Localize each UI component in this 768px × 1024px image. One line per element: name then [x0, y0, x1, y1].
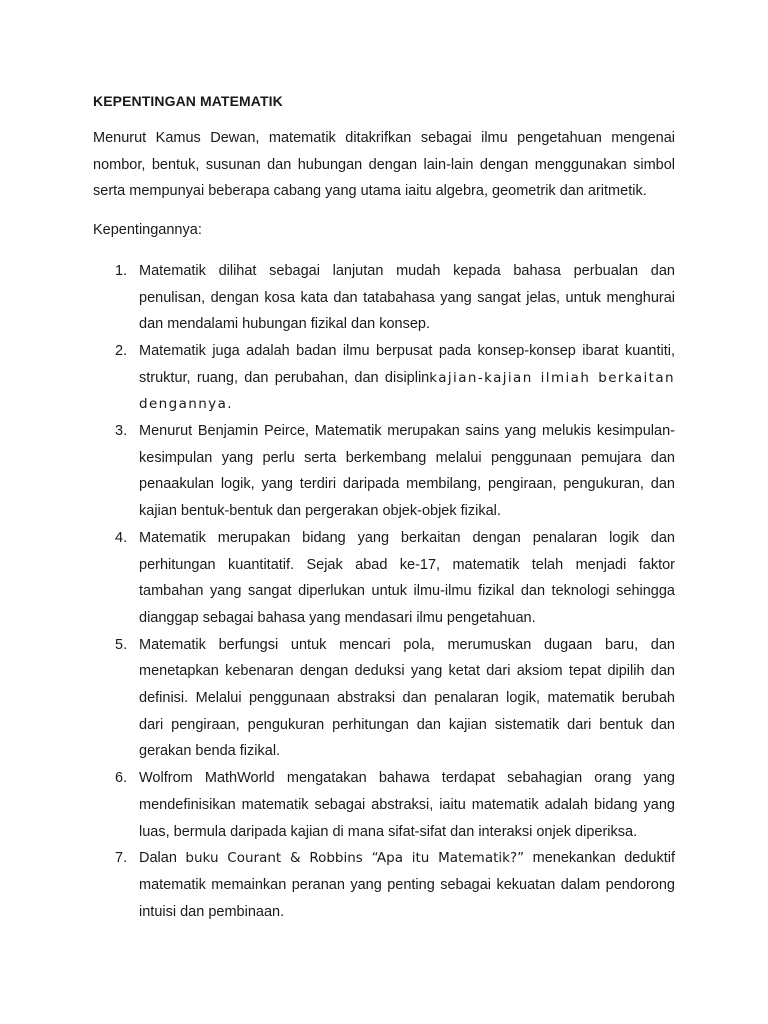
list-number: 1.: [115, 262, 128, 279]
list-item-text-start: Dalan: [139, 850, 177, 867]
list-number: 5.: [115, 636, 128, 653]
list-item-text: Matematik dilihat sebagai lanjutan mudah kepada bahasa perbualan dan penulisan, dengan kosa kata dan tatabahasa yang sangat jelas, untuk menghurai dan mendalami hubungan fizikal dan konsep.: [139, 262, 675, 333]
list-number: 6.: [115, 770, 128, 787]
list-item-text: Menurut Benjamin Peirce, Matematik merupakan sains yang melukis kesimpulan-kesimpulan yang perlu serta berkembang melalui penggunaan pemujara dan penaakulan logik, yang terdiri daripada membilang, pengiraan, pengukuran, dan kajian bentuk-bentuk dan pergerakan objek-objek fizikal.: [139, 423, 675, 520]
list-item-text-spaced: kajian-kajian ilmiah berkaitan dengannya.: [139, 369, 675, 413]
list-item-2: [93, 338, 675, 418]
list-item-7: [93, 845, 675, 925]
intro-paragraph: Menurut Kamus Dewan, matematik ditakrifkan sebagai ilmu pengetahuan mengenai nombor, bentuk, susunan dan hubungan dengan lain-lain dengan menggunakan simbol serta mempunyai beberapa cabang yang utama iaitu algebra, geometrik dan aritmetik.: [93, 130, 675, 200]
list-item-5: [93, 632, 675, 766]
document-title: KEPENTINGAN MATEMATIK: [93, 93, 283, 109]
list-number: 2.: [115, 342, 128, 359]
list-number: 7.: [115, 850, 128, 867]
list-item-6: [93, 765, 675, 845]
list-item-3: [93, 418, 675, 525]
book-reference: buku Courant & Robbins “Apa itu Matematik?”: [185, 850, 525, 867]
list-lead: Kepentingannya:: [93, 222, 202, 239]
list-item-text: Matematik juga adalah badan ilmu berpusat pada konsep-konsep ibarat kuantiti, struktur, ruang, dan perubahan, dan disiplin: [139, 342, 675, 386]
list-item-4: [93, 525, 675, 632]
importance-list: [93, 258, 675, 926]
list-item-text: Wolfrom MathWorld mengatakan bahawa terdapat sebahagian orang yang mendefinisikan matematik sebagai abstraksi, iaitu matematik adalah bidang yang luas, bermula daripada kajian di mana sifat-sifat dan interaksi onjek diperiksa.: [139, 770, 675, 840]
list-number: 3.: [115, 423, 128, 440]
document-page: [93, 86, 675, 925]
list-item-text: Matematik berfungsi untuk mencari pola, merumuskan dugaan baru, dan menetapkan kebenaran dengan deduksi yang ketat dari aksiom tepat dipilih dan definisi. Melalui penggunaan abstraksi dan penalaran logik, matematik berubah dari pengiraan, pengukuran perhitungan dan kajian sistematik dari bentuk dan gerakan benda fizikal.: [139, 636, 675, 760]
list-item-1: [93, 258, 675, 338]
list-item-text: Matematik merupakan bidang yang berkaitan dengan penalaran logik dan perhitungan kuantitatif. Sejak abad ke-17, matematik telah menjadi faktor tambahan yang sangat diperlukan untuk ilmu-ilmu fizikal dan teknologi sehingga dianggap sebagai bahasa yang mendasari ilmu pengetahuan.: [139, 529, 675, 626]
list-item-text-end: menekankan deduktif matematik memainkan peranan yang penting sebagai kekuatan dalam pendorong intuisi dan pembinaan.: [139, 850, 676, 920]
list-number: 4.: [115, 529, 128, 546]
